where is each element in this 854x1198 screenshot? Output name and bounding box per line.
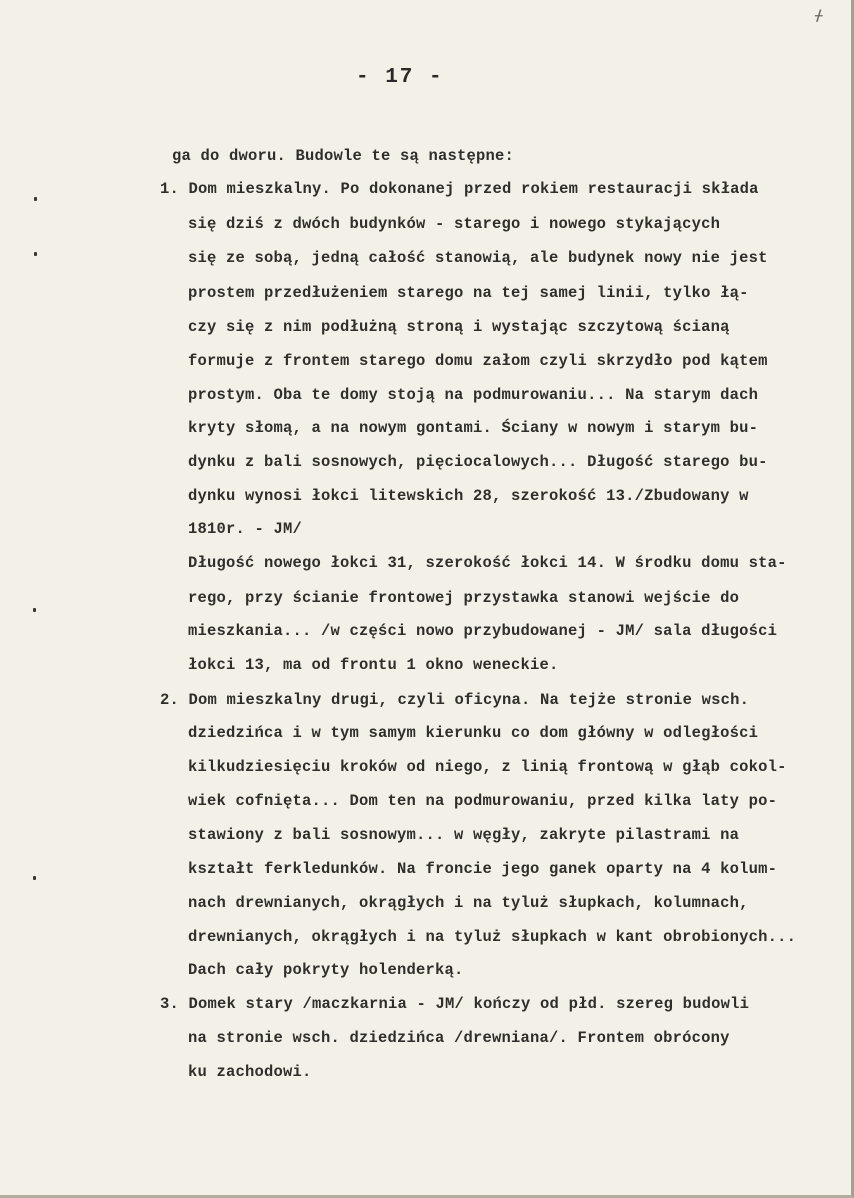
text-line: wiek cofnięta... Dom ten na podmurowaniu, przed kilka laty po- — [188, 792, 778, 810]
text-line: na stronie wsch. dziedzińca /drewniana/. Frontem obrócony — [188, 1029, 730, 1047]
margin-mark — [34, 252, 37, 256]
text-line: prostym. Oba te domy stoją na podmurowaniu... Na starym dach — [188, 386, 759, 404]
corner-pencil-mark: ᚋ — [815, 8, 823, 25]
text-line: 1810r. - JM/ — [188, 520, 303, 538]
text-line: łokci 13, ma od frontu 1 okno weneckie. — [188, 656, 559, 674]
margin-mark — [33, 608, 36, 612]
page-number: - 17 - — [356, 66, 444, 89]
text-line: Długość nowego łokci 31, szerokość łokci 14. W środku domu sta- — [188, 554, 787, 572]
margin-mark — [33, 876, 36, 880]
text-line: dziedzińca i w tym samym kierunku co dom główny w odległości — [188, 724, 759, 742]
text-line: dynku wynosi łokci litewskich 28, szerokość 13./Zbudowany w — [188, 487, 749, 505]
text-line: stawiony z bali sosnowym... w węgły, zakryte pilastrami na — [188, 826, 740, 844]
text-line: mieszkania... /w części nowo przybudowanej - JM/ sala długości — [188, 622, 778, 640]
text-line: się dziś z dwóch budynków - starego i nowego stykających — [188, 215, 721, 233]
text-line: 1. Dom mieszkalny. Po dokonanej przed rokiem restauracji składa — [160, 180, 759, 198]
text-line: 2. Dom mieszkalny drugi, czyli oficyna. Na tejże stronie wsch. — [160, 691, 750, 709]
text-line: drewnianych, okrągłych i na tyluż słupkach w kant obrobionych... — [188, 928, 797, 946]
text-line: prostem przedłużeniem starego na tej samej linii, tylko łą- — [188, 284, 749, 302]
text-line: rego, przy ścianie frontowej przystawka stanowi wejście do — [188, 589, 740, 607]
text-line: dynku z bali sosnowych, pięciocalowych... Długość starego bu- — [188, 453, 768, 471]
text-line: ku zachodowi. — [188, 1063, 312, 1081]
text-line: nach drewnianych, okrągłych i na tyluż słupkach, kolumnach, — [188, 894, 749, 912]
text-line: ga do dworu. Budowle te są następne: — [172, 147, 515, 165]
text-line: formuje z frontem starego domu załom czyli skrzydło pod kątem — [188, 352, 768, 370]
text-line: Dach cały pokryty holenderką. — [188, 961, 464, 979]
margin-mark — [34, 197, 37, 201]
text-line: kształt ferkledunków. Na froncie jego ganek oparty na 4 kolum- — [188, 860, 778, 878]
text-line: się ze sobą, jedną całość stanowią, ale budynek nowy nie jest — [188, 249, 768, 267]
text-line: 3. Domek stary /maczkarnia - JM/ kończy od płd. szereg budowli — [160, 995, 750, 1013]
text-line: czy się z nim podłużną stroną i wystając szczytową ścianą — [188, 318, 730, 336]
text-line: kilkudziesięciu kroków od niego, z linią frontową w głąb cokol- — [188, 758, 787, 776]
text-line: kryty słomą, a na nowym gontami. Ściany w nowym i starym bu- — [188, 419, 759, 437]
